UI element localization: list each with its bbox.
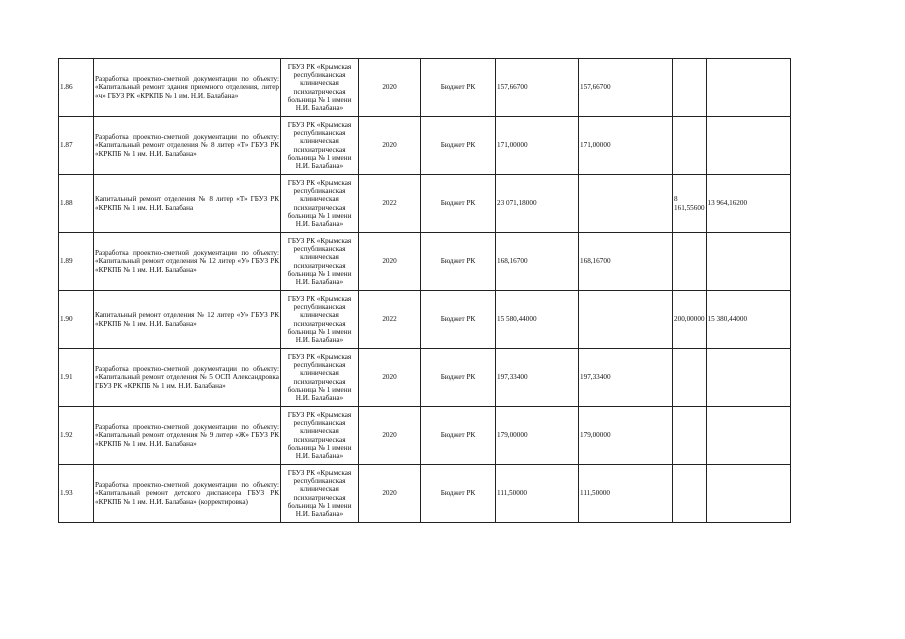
- row-organization: ГБУЗ РК «Крымская республиканская клиническая психиатрическая больница № 1 имени Н.И. Балабана»: [281, 117, 359, 175]
- row-value-2023: [706, 117, 790, 175]
- row-funding-source: Бюджет РК: [421, 117, 496, 175]
- row-value-2022: 8 161,55600: [673, 175, 707, 233]
- row-number: 1.86: [59, 59, 94, 117]
- row-value-2022: [673, 233, 707, 291]
- row-year: 2020: [359, 465, 421, 523]
- row-number: 1.91: [59, 349, 94, 407]
- row-value-2020: 197,33400: [579, 349, 673, 407]
- row-description: Капитальный ремонт отделения № 12 литер «У» ГБУЗ РК «КРКПБ № 1 им. Н.И. Балабана»: [94, 291, 281, 349]
- row-value-2023: 15 380,44000: [706, 291, 790, 349]
- row-funding-source: Бюджет РК: [421, 233, 496, 291]
- row-value-2020: [579, 291, 673, 349]
- table-row: [59, 407, 883, 465]
- row-funding-source: Бюджет РК: [421, 349, 496, 407]
- row-value-2020: 179,00000: [579, 407, 673, 465]
- row-year: 2020: [359, 233, 421, 291]
- row-funding-source: Бюджет РК: [421, 59, 496, 117]
- row-total: 15 580,44000: [496, 291, 579, 349]
- row-description: Разработка проектно-сметной документации по объекту: «Капитальный ремонт отделения № 5 ОСП Александровка ГБУЗ РК «КРКПБ № 1 им. Н.И. Балабана»: [94, 349, 281, 407]
- row-number: 1.89: [59, 233, 94, 291]
- table-row: [59, 291, 883, 349]
- row-value-2022: [673, 117, 707, 175]
- row-number: 1.90: [59, 291, 94, 349]
- row-year: 2020: [359, 59, 421, 117]
- row-number: 1.87: [59, 117, 94, 175]
- table-row: [59, 175, 883, 233]
- row-value-2022: 200,00000: [673, 291, 707, 349]
- row-description: Разработка проектно-сметной документации по объекту: «Капитальный ремонт отделения № 8 литер «Т» ГБУЗ РК «КРКПБ № 1 им. Н.И. Балабана»: [94, 117, 281, 175]
- row-total: 171,00000: [496, 117, 579, 175]
- row-organization: ГБУЗ РК «Крымская республиканская клиническая психиатрическая больница № 1 имени Н.И. Балабана»: [281, 233, 359, 291]
- row-value-2022: [673, 349, 707, 407]
- table-row: [59, 349, 883, 407]
- row-value-2022: [673, 59, 707, 117]
- row-value-2022: [673, 465, 707, 523]
- row-value-2023: 13 964,16200: [706, 175, 790, 233]
- row-year: 2022: [359, 291, 421, 349]
- row-funding-source: Бюджет РК: [421, 465, 496, 523]
- row-number: 1.92: [59, 407, 94, 465]
- row-funding-source: Бюджет РК: [421, 407, 496, 465]
- row-total: 197,33400: [496, 349, 579, 407]
- row-value-2023: [706, 233, 790, 291]
- row-total: 179,00000: [496, 407, 579, 465]
- row-description: Разработка проектно-сметной документации по объекту: «Капитальный ремонт детского диспансера ГБУЗ РК «КРКПБ № 1 им. Н.И. Балабана» (корректировка): [94, 465, 281, 523]
- row-value-2020: 171,00000: [579, 117, 673, 175]
- row-value-2023: [706, 465, 790, 523]
- table-row: [59, 465, 883, 523]
- row-description: Капитальный ремонт отделения № 8 литер «Т» ГБУЗ РК «КРКПБ № 1 им. Н.И. Балабана: [94, 175, 281, 233]
- row-value-2022: [673, 407, 707, 465]
- row-number: 1.93: [59, 465, 94, 523]
- table-body: [59, 59, 883, 523]
- row-value-2023: [706, 59, 790, 117]
- row-total: 111,50000: [496, 465, 579, 523]
- row-year: 2020: [359, 407, 421, 465]
- row-value-2020: [579, 175, 673, 233]
- row-funding-source: Бюджет РК: [421, 291, 496, 349]
- row-value-2023: [706, 349, 790, 407]
- row-description: Разработка проектно-сметной документации по объекту: «Капитальный ремонт здания приемного отделения, литер «ч» ГБУЗ РК «КРКПБ № 1 им. Н.И. Балабана»: [94, 59, 281, 117]
- row-description: Разработка проектно-сметной документации по объекту: «Капитальный ремонт отделения № 9 литер «Ж» ГБУЗ РК «КРКПБ № 1 им. Н.И. Балабана»: [94, 407, 281, 465]
- table-row: [59, 233, 883, 291]
- row-organization: ГБУЗ РК «Крымская республиканская клиническая психиатрическая больница № 1 имени Н.И. Балабана»: [281, 465, 359, 523]
- row-number: 1.88: [59, 175, 94, 233]
- row-organization: ГБУЗ РК «Крымская республиканская клиническая психиатрическая больница № 1 имени Н.И. Балабана»: [281, 349, 359, 407]
- row-organization: ГБУЗ РК «Крымская республиканская клиническая психиатрическая больница № 1 имени Н.И. Балабана»: [281, 175, 359, 233]
- row-total: 23 071,18000: [496, 175, 579, 233]
- row-description: Разработка проектно-сметной документации по объекту: «Капитальный ремонт отделения № 12 литер «У» ГБУЗ РК «КРКПБ № 1 им. Н.И. Балабана»: [94, 233, 281, 291]
- table-row: [59, 59, 883, 117]
- row-value-2020: 168,16700: [579, 233, 673, 291]
- row-total: 157,66700: [496, 59, 579, 117]
- row-year: 2020: [359, 117, 421, 175]
- row-organization: ГБУЗ РК «Крымская республиканская клиническая психиатрическая больница № 1 имени Н.И. Балабана»: [281, 291, 359, 349]
- row-funding-source: Бюджет РК: [421, 175, 496, 233]
- row-organization: ГБУЗ РК «Крымская республиканская клиническая психиатрическая больница № 1 имени Н.И. Балабана»: [281, 59, 359, 117]
- row-value-2023: [706, 407, 790, 465]
- row-value-2020: 157,66700: [579, 59, 673, 117]
- budget-table: [58, 58, 883, 523]
- table-row: [59, 117, 883, 175]
- row-year: 2020: [359, 349, 421, 407]
- row-year: 2022: [359, 175, 421, 233]
- row-value-2020: 111,50000: [579, 465, 673, 523]
- row-total: 168,16700: [496, 233, 579, 291]
- row-organization: ГБУЗ РК «Крымская республиканская клиническая психиатрическая больница № 1 имени Н.И. Балабана»: [281, 407, 359, 465]
